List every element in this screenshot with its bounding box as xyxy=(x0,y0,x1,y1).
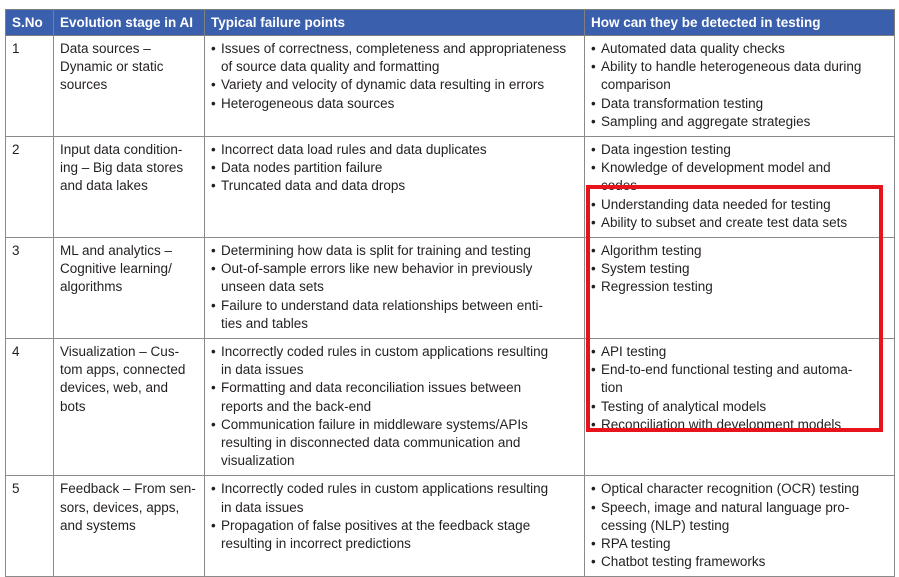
bullet-list xyxy=(591,40,888,131)
stage-text-line: and data lakes xyxy=(60,178,148,194)
stage-text-line: bots xyxy=(60,398,86,414)
row-number: 2 xyxy=(6,137,54,238)
stage-text-line: sors, devices, apps, xyxy=(60,499,180,515)
failure-point-item xyxy=(211,379,578,415)
bullet-text-line: • Speech, image and natural language pro- xyxy=(601,499,850,515)
failure-point-item xyxy=(211,480,578,516)
table-row xyxy=(6,339,895,476)
header-sno: S.No xyxy=(6,10,54,36)
bullet-text-line: • Understanding data needed for testing xyxy=(601,196,831,212)
stage-text-line: sources xyxy=(60,77,108,93)
bullet-list xyxy=(211,480,578,553)
bullet-text-line: unseen data sets xyxy=(221,279,324,295)
failure-point-item xyxy=(211,177,578,195)
bullet-list xyxy=(211,40,578,113)
bullet-text-line: resulting in disconnected data communication and xyxy=(221,435,521,451)
row-number: 3 xyxy=(6,238,54,339)
bullet-text-line: comparison xyxy=(601,77,671,93)
detection-cell xyxy=(585,238,895,339)
bullet-text-line: • Communication failure in middleware systems/APIs xyxy=(221,416,528,432)
detection-item xyxy=(591,113,888,131)
failure-point-item xyxy=(211,95,578,113)
evolution-stage-cell xyxy=(54,36,205,137)
failure-point-item xyxy=(211,40,578,76)
bullet-text-line: • Ability to subset and create test data sets xyxy=(601,214,848,230)
detection-cell xyxy=(585,476,895,577)
bullet-text-line: • Reconciliation with development models xyxy=(601,416,842,432)
stage-text-line: Input data condition- xyxy=(60,142,183,158)
failure-points-cell xyxy=(205,36,585,137)
failure-point-item xyxy=(211,343,578,379)
stage-text-line: ML and analytics – xyxy=(60,243,173,259)
bullet-text-line: cessing (NLP) testing xyxy=(601,517,730,533)
detection-item xyxy=(591,196,888,214)
detection-item xyxy=(591,260,888,278)
bullet-text-line: tion xyxy=(601,380,623,396)
bullet-text-line: • Variety and velocity of dynamic data resulting in errors xyxy=(221,77,545,93)
evolution-stage-cell xyxy=(54,476,205,577)
bullet-text-line: • Regression testing xyxy=(601,279,713,295)
failure-point-item xyxy=(211,159,578,177)
bullet-text-line: • End-to-end functional testing and automa- xyxy=(601,362,853,378)
bullet-text-line: • Issues of correctness, completeness and appropriateness xyxy=(221,41,567,56)
detection-item xyxy=(591,278,888,296)
detection-item xyxy=(591,95,888,113)
bullet-text-line: in data issues xyxy=(221,362,304,378)
detection-cell xyxy=(585,36,895,137)
bullet-text-line: • Data nodes partition failure xyxy=(221,160,383,176)
detection-item xyxy=(591,343,888,361)
row-number: 5 xyxy=(6,476,54,577)
failure-points-cell xyxy=(205,476,585,577)
table-row xyxy=(6,238,895,339)
detection-item xyxy=(591,535,888,553)
failure-point-item xyxy=(211,141,578,159)
bullet-text-line: reports and the back-end xyxy=(221,398,372,414)
bullet-text-line: • Heterogeneous data sources xyxy=(221,95,395,111)
detection-item xyxy=(591,553,888,571)
detection-item xyxy=(591,214,888,232)
table-row xyxy=(6,476,895,577)
table-header-row xyxy=(6,10,895,36)
ai-testing-table xyxy=(5,9,895,577)
failure-point-item xyxy=(211,260,578,296)
bullet-text-line: codes xyxy=(601,178,638,194)
detection-item xyxy=(591,58,888,94)
stage-text-line: Data sources – xyxy=(60,41,151,56)
failure-point-item xyxy=(211,517,578,553)
failure-points-cell xyxy=(205,137,585,238)
table-row xyxy=(6,36,895,137)
stage-text-line: ing – Big data stores xyxy=(60,160,184,176)
bullet-list xyxy=(591,141,888,232)
bullet-list xyxy=(591,343,888,434)
bullet-text-line: • Automated data quality checks xyxy=(601,41,785,56)
bullet-list xyxy=(211,242,578,333)
bullet-text-line: • Optical character recognition (OCR) testing xyxy=(601,481,860,497)
failure-points-cell xyxy=(205,339,585,476)
bullet-text-line: • Data ingestion testing xyxy=(601,142,731,158)
detection-item xyxy=(591,499,888,535)
failure-point-item xyxy=(211,416,578,471)
bullet-text-line: • System testing xyxy=(601,261,690,277)
bullet-text-line: • Truncated data and data drops xyxy=(221,178,406,194)
bullet-text-line: of source data quality and formatting xyxy=(221,59,440,75)
failure-point-item xyxy=(211,76,578,94)
failure-point-item xyxy=(211,242,578,260)
stage-text-line: algorithms xyxy=(60,279,123,295)
bullet-text-line: • Testing of analytical models xyxy=(601,398,767,414)
detection-item xyxy=(591,480,888,498)
stage-text-line: Visualization – Cus- xyxy=(60,344,180,360)
bullet-list xyxy=(211,343,578,470)
bullet-text-line: • Propagation of false positives at the feedback stage xyxy=(221,517,531,533)
bullet-text-line: • Ability to handle heterogeneous data during xyxy=(601,59,862,75)
stage-text-line: and systems xyxy=(60,517,136,533)
bullet-text-line: • Knowledge of development model and xyxy=(601,160,831,176)
bullet-text-line: • Algorithm testing xyxy=(601,243,702,259)
stage-text-line: devices, web, and xyxy=(60,380,169,396)
bullet-text-line: • Formatting and data reconciliation issues between xyxy=(221,380,522,396)
table-row xyxy=(6,137,895,238)
bullet-text-line: • Out-of-sample errors like new behavior in previously xyxy=(221,261,533,277)
header-failure-points: Typical failure points xyxy=(205,10,585,36)
bullet-list xyxy=(591,480,888,571)
header-stage: Evolution stage in AI xyxy=(54,10,205,36)
stage-text-line: Dynamic or static xyxy=(60,59,164,75)
document-page xyxy=(5,9,894,577)
stage-text-line: tom apps, connected xyxy=(60,362,186,378)
bullet-text-line: • Incorrectly coded rules in custom applications resulting xyxy=(221,344,549,360)
bullet-text-line: • Determining how data is split for training and testing xyxy=(221,243,531,259)
bullet-text-line: • Incorrect data load rules and data duplicates xyxy=(221,142,487,158)
evolution-stage-cell xyxy=(54,238,205,339)
detection-item xyxy=(591,242,888,260)
detection-item xyxy=(591,40,888,58)
stage-text-line: Cognitive learning/ xyxy=(60,261,172,277)
table-body xyxy=(6,36,895,577)
stage-text-line: Feedback – From sen- xyxy=(60,481,196,497)
detection-item xyxy=(591,141,888,159)
header-detection: How can they be detected in testing xyxy=(585,10,895,36)
row-number: 4 xyxy=(6,339,54,476)
detection-item xyxy=(591,416,888,434)
bullet-text-line: • RPA testing xyxy=(601,536,671,552)
bullet-text-line: • Failure to understand data relationships between enti- xyxy=(221,297,543,313)
row-number: 1 xyxy=(6,36,54,137)
bullet-text-line: • Chatbot testing frameworks xyxy=(601,554,766,570)
detection-item xyxy=(591,398,888,416)
failure-points-cell xyxy=(205,238,585,339)
bullet-text-line: • Incorrectly coded rules in custom applications resulting xyxy=(221,481,549,497)
failure-point-item xyxy=(211,297,578,333)
bullet-text-line: ties and tables xyxy=(221,315,309,331)
bullet-text-line: • API testing xyxy=(601,344,667,360)
bullet-list xyxy=(591,242,888,297)
detection-item xyxy=(591,361,888,397)
detection-cell xyxy=(585,137,895,238)
bullet-text-line: • Sampling and aggregate strategies xyxy=(601,113,811,129)
bullet-text-line: visualization xyxy=(221,453,295,469)
bullet-text-line: resulting in incorrect predictions xyxy=(221,536,411,552)
detection-cell xyxy=(585,339,895,476)
bullet-text-line: in data issues xyxy=(221,499,304,515)
evolution-stage-cell xyxy=(54,137,205,238)
bullet-list xyxy=(211,141,578,196)
detection-item xyxy=(591,159,888,195)
bullet-text-line: • Data transformation testing xyxy=(601,95,764,111)
evolution-stage-cell xyxy=(54,339,205,476)
